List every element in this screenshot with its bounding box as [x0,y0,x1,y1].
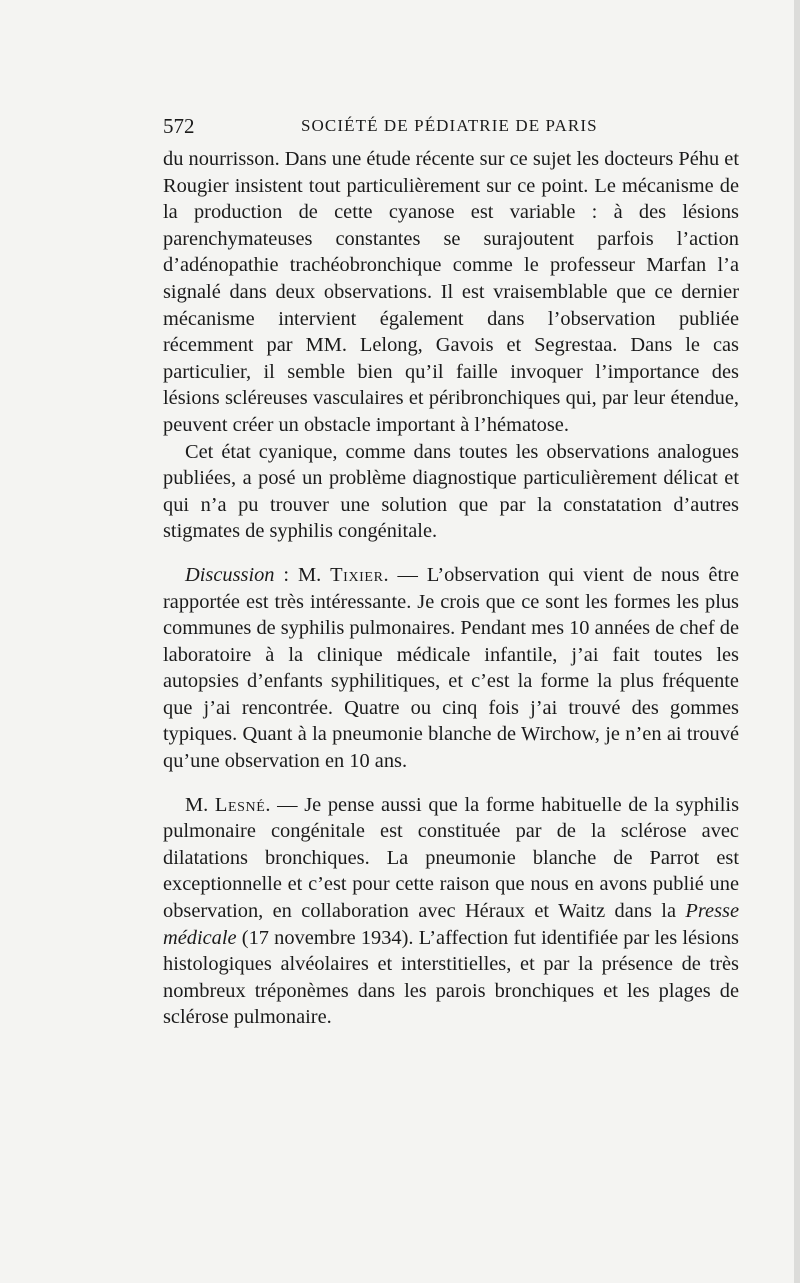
speaker-dash: . — [383,563,427,586]
paragraph-text: L’observation qui vient de nous être rapportée est très intéressante. Je crois que ce sont les formes les plus communes de syphilis pulmonaires. Pendant mes 10 années de chef de laboratoire à la clinique médicale infantile, j’ai fait toutes les autopsies d’enfants syphilitiques, et c’est la forme la plus fréquente que j’ai rencontrée. Quatre ou cinq fois j’ai trouvé des gommes typiques. Quant à la pneumonie blanche de Wirchow, je n’en ai trouvé qu’une observation en 10 ans. [163,563,739,773]
paragraph-text-end: (17 novembre 1934). L’affection fut identifiée par les lésions histologiques alvéolaires et interstitielles, et par la présence de très nombreux tréponèmes dans les parois bronchiques et les plages de sclérose pulmonaire. [163,926,739,1029]
paragraph-text: Je pense aussi que la forme habituelle de la syphilis pulmonaire congénitale est constituée par de la sclérose avec dilatations bronchiques. La pneumonie blanche de Parrot est exceptionnelle et c’est pour cette raison que nous en avons publié une observation, en collaboration avec Héraux et Waitz dans la [163,793,740,923]
speaker-name: Tixier [330,563,384,586]
running-head [163,112,739,140]
paragraph-cyanose-mechanism [163,146,739,439]
speaker-honorific: M. [185,793,215,816]
running-title: SOCIÉTÉ DE PÉDIATRIE DE PARIS [301,116,598,135]
body-text [163,146,739,1031]
page-number: 572 [163,114,195,138]
paragraph-diagnosis [163,439,739,545]
speaker-name: Lesné [214,793,266,816]
page-edge-shadow [794,0,800,1283]
paragraph-text: du nourrisson. Dans une étude récente sur ce sujet les docteurs Péhu et Rougier insistent tout particulièrement sur ce point. Le mécanisme de la production de cette cyanose est variable : à des lésions parenchymateuses constantes se surajoutent parfois l’action d’adénopathie trachéobronchique comme le professeur Marfan l’a signalé dans deux observations. Il est vraisemblable que ce dernier mécanisme intervient également dans l’observation publiée récemment par MM. Lelong, Gavois et Segrestaa. Dans le cas particulier, il semble bien qu’il faille invoquer l’importance des lésions scléreuses vasculaires et péribronchiques qui, par leur étendue, peuvent créer un obstacle important à l’hématose. [163,148,739,436]
speaker-honorific: M. [297,563,331,586]
paragraph-discussion-tixier [163,562,739,775]
discussion-colon: : [274,563,298,586]
speaker-dash: . — [265,793,305,816]
paragraph-text: Cet état cyanique, comme dans toutes les observations analogues publiées, a posé un problème diagnostique particulièrement délicat et qui n’a pu trouver une solution que par la constatation d’autres stigmates de syphilis congénitale. [163,440,739,543]
paragraph-lesne [163,792,739,1031]
journal-title: Presse médicale [163,900,739,949]
discussion-label: Discussion [185,563,275,586]
